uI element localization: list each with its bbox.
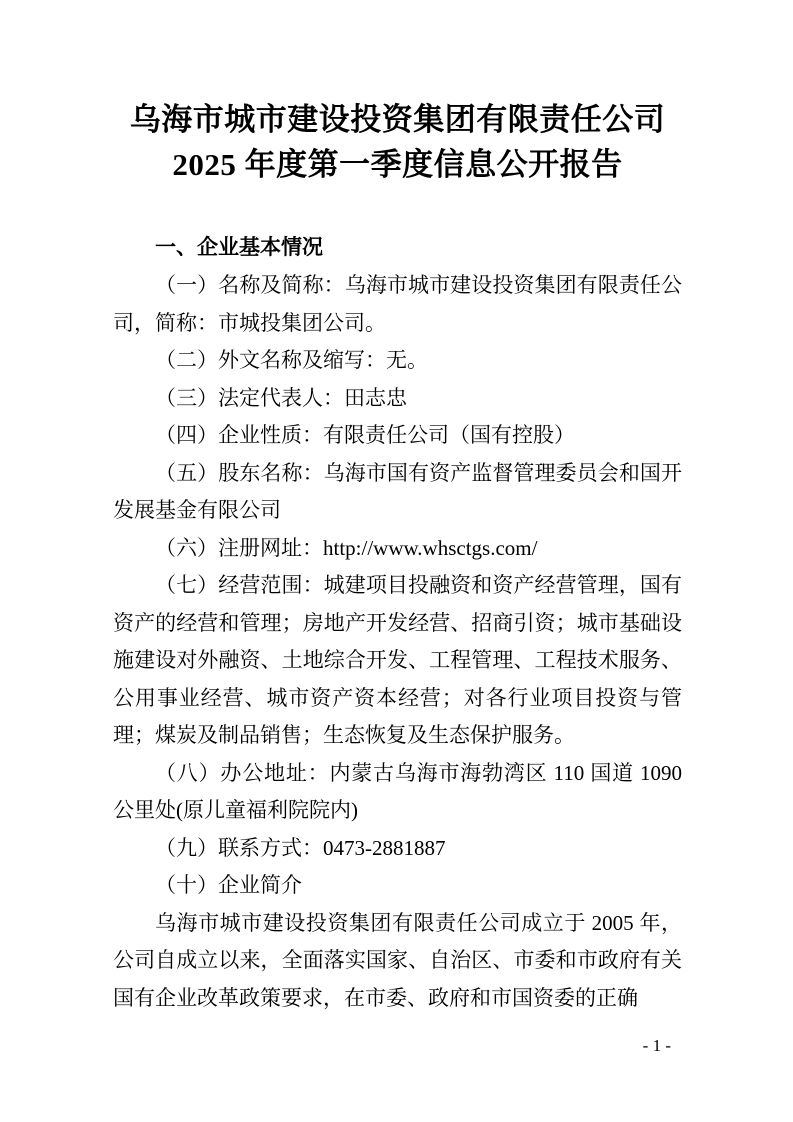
body-paragraph-foreign-name: （二）外文名称及缩写：无。 <box>155 348 428 372</box>
document-title <box>113 97 682 187</box>
body-paragraph-office-address: （八）办公地址：内蒙古乌海市海勃湾区 110 国道 1090 公里处(原儿童福利院院内) <box>113 760 682 822</box>
document-title-line2: 2025 年度第一季度信息公开报告 <box>172 147 623 182</box>
body-paragraph-name-abbreviation: （一）名称及简称：乌海市城市建设投资集团有限责任公司，简称：市城投集团公司。 <box>113 273 682 335</box>
section-heading: 一、企业基本情况 <box>155 236 323 259</box>
body-paragraph-business-scope: （七）经营范围：城建项目投融资和资产经营管理，国有资产的经营和管理；房地产开发经营、招商引资；城市基础设施建设对外融资、土地综合开发、工程管理、工程技术服务、公用事业经营、城市资产资本经营；对各行业项目投资与管理；煤炭及制品销售；生态恢复及生态保护服务。 <box>113 573 682 747</box>
body-paragraph-company-profile-heading: （十）企业简介 <box>155 873 302 897</box>
body-paragraph-shareholder: （五）股东名称：乌海市国有资产监督管理委员会和国开发展基金有限公司 <box>113 460 682 522</box>
body-paragraph-company-intro: 乌海市城市建设投资集团有限责任公司成立于 2005 年，公司自成立以来，全面落实国家、自治区、市委和市政府有关国有企业改革政策要求，在市委、政府和市国资委的正确 <box>113 910 682 1010</box>
body-paragraph-contact: （九）联系方式：0473-2881887 <box>155 835 446 860</box>
document-title-line1: 乌海市城市建设投资集团有限责任公司 <box>129 102 666 137</box>
document-content <box>0 97 793 1017</box>
body-paragraph-enterprise-nature: （四）企业性质：有限责任公司（国有控股） <box>155 423 575 447</box>
page-number: - 1 - <box>642 1036 671 1055</box>
body-paragraph-legal-representative: （三）法定代表人：田志忠 <box>155 385 407 410</box>
body-paragraph-website: （六）注册网址：http://www.whsctgs.com/ <box>155 535 538 560</box>
